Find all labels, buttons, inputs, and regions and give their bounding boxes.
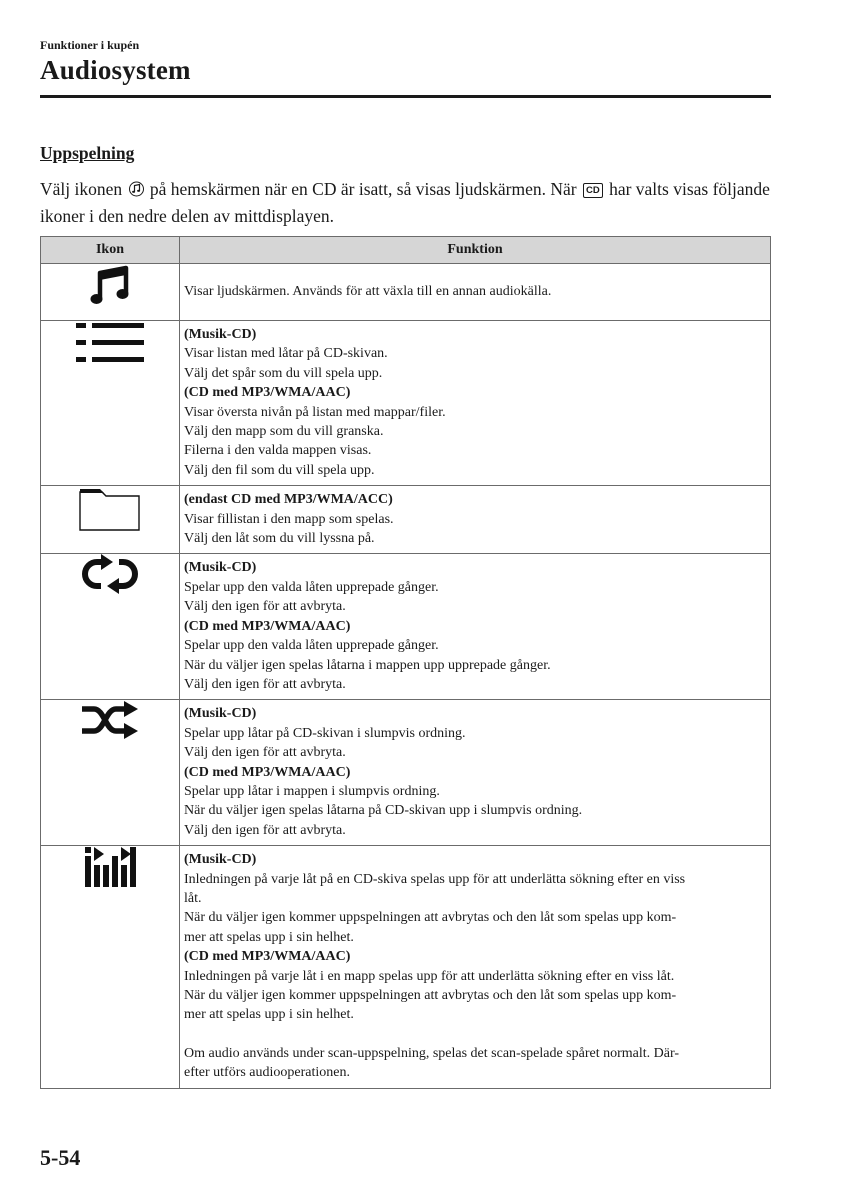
music-note-icon — [88, 297, 132, 312]
function-line: Om audio används under scan-uppspelning, spelas det scan-spelade spåret normalt. Där- — [184, 1045, 680, 1061]
table-row — [41, 264, 771, 321]
page-number: 5-54 — [40, 1145, 81, 1170]
function-line: Välj den igen för att avbryta. — [184, 745, 346, 761]
function-line: (CD med MP3/WMA/AAC) — [184, 618, 351, 634]
music-note-icon — [129, 179, 144, 204]
repeat-icon — [81, 583, 139, 598]
function-line: Välj den igen för att avbryta. — [184, 676, 346, 692]
cd-badge: CD — [583, 183, 603, 198]
function-cell — [180, 700, 771, 846]
intro-text-3: har valts visas följande ikoner i den nedre delen av mittdisplayen. — [40, 179, 770, 226]
function-line: När du väljer igen kommer uppspelningen att avbrytas och den låt som spelas upp kom- — [184, 910, 677, 926]
function-cell — [180, 554, 771, 700]
function-line: Inledningen på varje låt i en mapp spelas upp för att underlätta sökning efter en viss låt. — [184, 968, 675, 984]
function-line: (Musik-CD) — [184, 852, 257, 868]
function-cell — [180, 264, 771, 321]
function-line: Spelar upp låtar på CD-skivan i slumpvis ordning. — [184, 725, 466, 741]
function-line: Spelar upp den valda låten upprepade gånger. — [184, 638, 439, 654]
function-line: När du väljer igen spelas låtarna i mappen upp upprepade gånger. — [184, 657, 551, 673]
shuffle-icon — [80, 729, 140, 744]
table-row — [41, 700, 771, 846]
function-line: Välj den mapp som du vill granska. — [184, 424, 384, 440]
table-row — [41, 846, 771, 1088]
icon-cell — [41, 554, 180, 700]
table-row — [41, 554, 771, 700]
function-line: mer att spelas upp i sin helhet. — [184, 1007, 354, 1023]
function-line: (Musik-CD) — [184, 327, 257, 342]
function-line: Spelar upp den valda låten upprepade gånger. — [184, 579, 439, 595]
page-title: Audiosystem — [40, 55, 191, 85]
title-divider — [40, 95, 771, 98]
function-line: När du väljer igen kommer uppspelningen att avbrytas och den låt som spelas upp kom- — [184, 988, 677, 1003]
section-heading: Uppspelning — [40, 143, 135, 163]
function-line: Filerna i den valda mappen visas. — [184, 443, 372, 459]
function-line: Välj det spår som du vill spela upp. — [184, 365, 383, 381]
col-header-function: Funktion — [180, 237, 771, 264]
function-line: Visar ljudskärmen. Används för att växla till en annan audiokälla. — [184, 283, 552, 299]
function-line: Välj den fil som du vill spela upp. — [184, 462, 375, 478]
icon-cell — [41, 264, 180, 321]
scan-icon — [83, 877, 137, 892]
function-line: Visar fillistan i den mapp som spelas. — [184, 511, 394, 527]
function-line: Visar översta nivån på listan med mappar/filer. — [184, 404, 446, 420]
function-line: efter utförs audiooperationen. — [184, 1065, 350, 1081]
list-icon — [74, 354, 146, 369]
icon-cell — [41, 700, 180, 846]
chapter-kicker: Funktioner i kupén — [40, 38, 140, 52]
function-line: Välj den igen för att avbryta. — [184, 822, 346, 838]
function-cell — [180, 846, 771, 1088]
icon-function-table — [40, 236, 771, 1089]
icon-cell — [41, 846, 180, 1088]
function-line: låt. — [184, 890, 202, 906]
icon-cell — [41, 486, 180, 554]
function-line: Välj den igen för att avbryta. — [184, 599, 346, 615]
table-row — [41, 486, 771, 554]
col-header-icon: Ikon — [41, 237, 180, 264]
function-line: Visar listan med låtar på CD-skivan. — [184, 346, 388, 362]
function-line: (CD med MP3/WMA/AAC) — [184, 764, 351, 780]
table-row — [41, 321, 771, 486]
intro-text-2: på hemskärmen när en CD är isatt, så visas ljudskärmen. När — [145, 179, 581, 199]
intro-paragraph — [40, 177, 775, 229]
function-line: mer att spelas upp i sin helhet. — [184, 929, 354, 945]
function-line: Välj den låt som du vill lyssna på. — [184, 531, 375, 547]
function-line: (Musik-CD) — [184, 706, 257, 722]
folder-icon — [78, 521, 142, 536]
table-header-row — [41, 237, 771, 264]
intro-text-1: Välj ikonen — [40, 179, 127, 199]
function-cell — [180, 321, 771, 486]
paragraph-gap — [184, 1025, 766, 1044]
function-line: När du väljer igen spelas låtarna på CD-skivan upp i slumpvis ordning. — [184, 803, 583, 819]
function-line: (endast CD med MP3/WMA/ACC) — [184, 492, 393, 508]
function-line: (Musik-CD) — [184, 560, 257, 576]
function-line: (CD med MP3/WMA/AAC) — [184, 385, 351, 401]
function-line: Inledningen på varje låt på en CD-skiva spelas upp för att underlätta sökning efter en viss — [184, 871, 686, 887]
function-line: Spelar upp låtar i mappen i slumpvis ordning. — [184, 783, 440, 799]
function-cell — [180, 486, 771, 554]
function-line: (CD med MP3/WMA/AAC) — [184, 949, 351, 965]
icon-cell — [41, 321, 180, 486]
